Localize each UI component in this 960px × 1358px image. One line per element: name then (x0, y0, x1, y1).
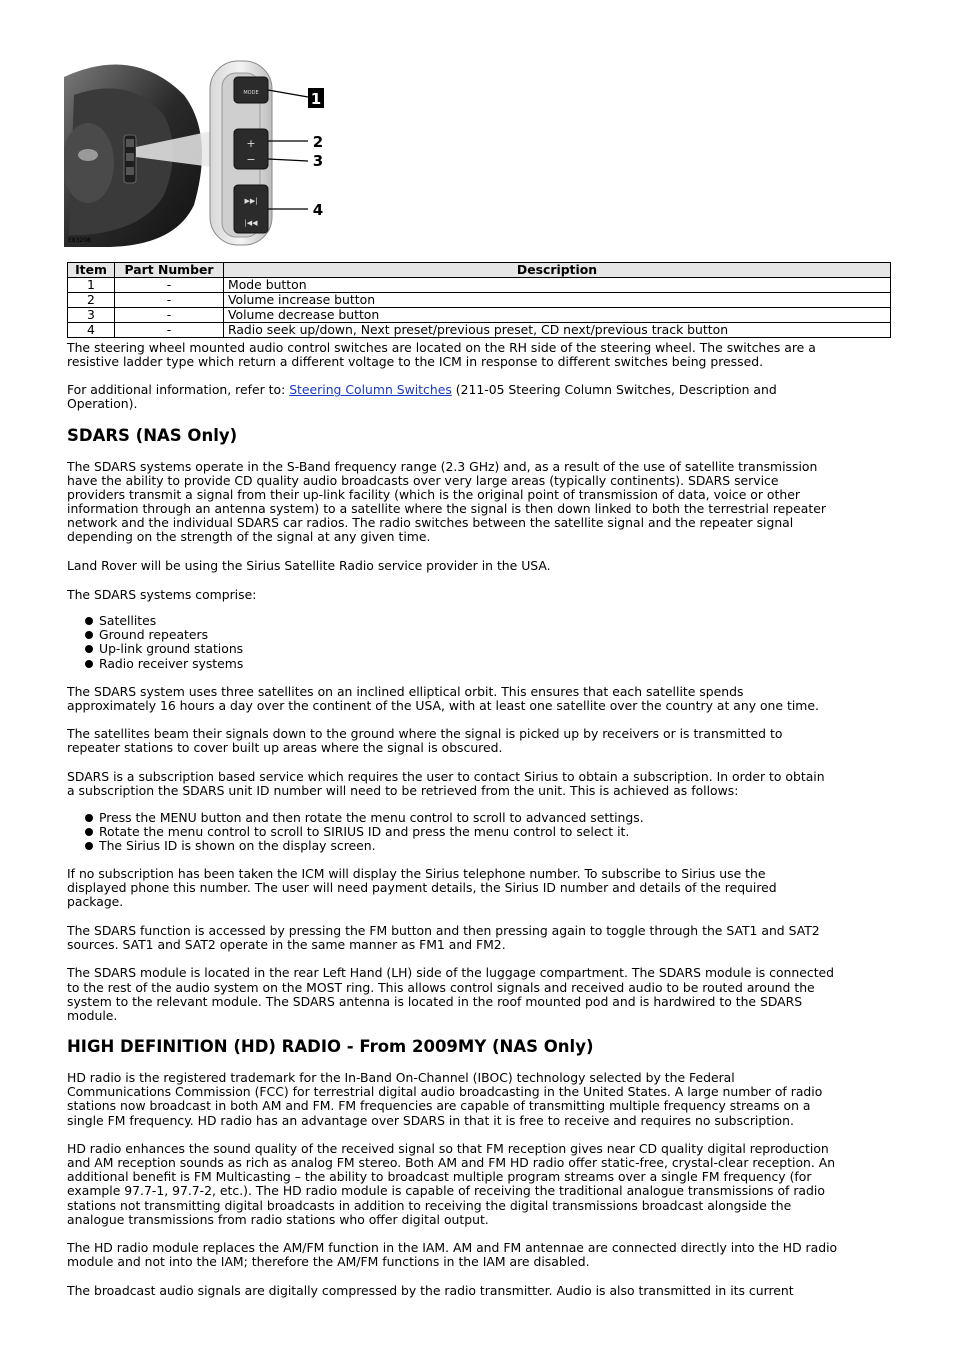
cell-item: 2 (68, 293, 115, 308)
switch-panel-closeup (210, 61, 272, 245)
parts-table (67, 262, 891, 338)
svg-text:▶▶|: ▶▶| (244, 197, 258, 205)
sdars-paragraph-7: If no subscription has been taken the ICM will display the Sirius telephone number. To subscribe to Sirius use the displayed phone this number. The user will need payment details, the Sirius ID number and details of the required package. (67, 865, 777, 910)
table-row (68, 278, 891, 293)
callout-2: 2 (312, 133, 324, 151)
list-item: Press the MENU button and then rotate the menu control to scroll to advanced settings. (99, 811, 893, 825)
cell-description: Radio seek up/down, Next preset/previous preset, CD next/previous track button (224, 323, 891, 338)
sdars-paragraph-4: The SDARS system uses three satellites on an inclined elliptical orbit. This ensures that each satellite spends approximately 16 hours a day over the continent of the USA, with at least one satellite over the country at any one time. (67, 683, 819, 713)
cell-description: Volume decrease button (224, 308, 891, 323)
cell-item: 4 (68, 323, 115, 338)
sdars-components-list (67, 614, 893, 670)
sdars-paragraph-9: The SDARS module is located in the rear Left Hand (LH) side of the luggage compartment. The SDARS module is connected to the rest of the audio system on the MOST ring. This allows control signals and received audio to be routed around the system to the relevant module. The SDARS antenna is located in the roof mounted pod and is hardwired to the SDARS module. (67, 965, 835, 1023)
sdars-paragraph-8: The SDARS function is accessed by pressing the FM button and then pressing again to toggle through the SAT1 and SAT2 sources. SAT1 and SAT2 operate in the same manner as FM1 and FM2. (67, 922, 820, 952)
section-heading-sdars: SDARS (NAS Only) (67, 425, 238, 445)
svg-text:−: − (246, 153, 256, 166)
reference-text-before: For additional information, refer to: (67, 382, 290, 398)
figure-id: E83208 (68, 237, 91, 244)
reference-text-after: (211-05 Steering Column Switches, Description and Operation). (67, 382, 777, 412)
list-item: Rotate the menu control to scroll to SIRIUS ID and press the menu control to select it. (99, 825, 893, 839)
hd-paragraph-3: The HD radio module replaces the AM/FM function in the IAM. AM and FM antennae are connected directly into the HD radio module and not into the IAM; therefore the AM/FM functions in the IAM are disabled. (67, 1240, 838, 1270)
document-body (67, 341, 893, 1313)
cell-description: Mode button (224, 278, 891, 293)
steering-wheel-switches-figure (64, 55, 342, 247)
list-item: Ground repeaters (99, 628, 893, 642)
cell-part-number: - (115, 323, 224, 338)
table-row (68, 308, 891, 323)
column-header-item: Item (68, 263, 115, 278)
sdars-paragraph-2: Land Rover will be using the Sirius Satellite Radio service provider in the USA. (67, 558, 551, 574)
table-row (68, 293, 891, 308)
column-header-part-number: Part Number (115, 263, 224, 278)
svg-text:MODE: MODE (243, 90, 259, 96)
callout-1: 1 (310, 90, 322, 108)
callout-3: 3 (312, 152, 324, 170)
hd-paragraph-2: HD radio enhances the sound quality of the received signal so that FM reception gives near CD quality digital reproduction and AM reception sounds as rich as analog FM stereo. Both AM and FM HD radio offer static-free, crystal-clear reception. An additional benefit is FM Multicasting – the ability to broadcast multiple program streams over a single FM frequency (for example 97.7-1, 97.7-2, etc.). The HD radio module is capable of receiving the traditional analogue transmissions of radio stations not transmitting digital broadcasts in addition to receiving the digital transmissions broadcast alongside the analogue transmissions from radio stations who offer digital output. (67, 1141, 836, 1227)
column-header-description: Description (224, 263, 891, 278)
table-row (68, 323, 891, 338)
svg-text:+: + (246, 137, 256, 150)
cell-part-number: - (115, 293, 224, 308)
cell-item: 3 (68, 308, 115, 323)
cell-part-number: - (115, 278, 224, 293)
section-heading-hd-radio: HIGH DEFINITION (HD) RADIO - From 2009MY (NAS Only) (67, 1037, 594, 1057)
hd-paragraph-1: HD radio is the registered trademark for the In-Band On-Channel (IBOC) technology selected by the Federal Communications Commission (FCC) for terrestrial digital audio broadcasting in the United States. A large number of radio stations now broadcast in both AM and FM. FM frequencies are capable of transmitting multiple frequency streams on a single FM frequency. HD radio has an advantage over SDARS in that it is free to receive and requires no subscription. (67, 1070, 823, 1128)
list-item: Up-link ground stations (99, 642, 893, 656)
list-item: The Sirius ID is shown on the display screen. (99, 839, 893, 853)
sdars-paragraph-3: The SDARS systems comprise: (67, 586, 257, 602)
list-item: Satellites (99, 614, 893, 628)
cell-part-number: - (115, 308, 224, 323)
list-item: Radio receiver systems (99, 657, 893, 671)
sdars-paragraph-1: The SDARS systems operate in the S-Band frequency range (2.3 GHz) and, as a result of the use of satellite transmission have the ability to provide CD quality audio broadcasts over very large areas (typically continents). SDARS service providers transmit a signal from their up-link facility (which is the original point of transmission of data, voice or other information through an antenna system) to a satellite where the signal is then down linked to both the terrestrial repeater network and the individual SDARS car radios. The radio switches between the satellite signal and the repeater signal depending on the strength of the signal at any given time. (67, 458, 826, 545)
steering-column-switches-link[interactable]: Steering Column Switches (289, 382, 452, 398)
cell-description: Volume increase button (224, 293, 891, 308)
hd-paragraph-4: The broadcast audio signals are digitally compressed by the radio transmitter. Audio is also transmitted in its current (67, 1282, 794, 1298)
reference-paragraph (67, 369, 893, 411)
svg-text:|◀◀: |◀◀ (244, 219, 258, 227)
sdars-paragraph-6: SDARS is a subscription based service which requires the user to contact Sirius to obtain a subscription. In order to obtain a subscription the SDARS unit ID number will need to be retrieved from the unit. This is achieved as follows: (67, 768, 825, 799)
table-header-row (68, 263, 891, 278)
sdars-paragraph-5: The satellites beam their signals down to the ground where the signal is picked up by receivers or is transmitted to repeater stations to cover built up areas where the signal is obscured. (67, 726, 783, 756)
intro-paragraph: The steering wheel mounted audio control switches are located on the RH side of the steering wheel. The switches are a resistive ladder type which return a different voltage to the ICM in response to different switches being pressed. (67, 340, 816, 370)
callout-4: 4 (312, 201, 324, 219)
subscription-steps-list (67, 811, 893, 853)
cell-item: 1 (68, 278, 115, 293)
